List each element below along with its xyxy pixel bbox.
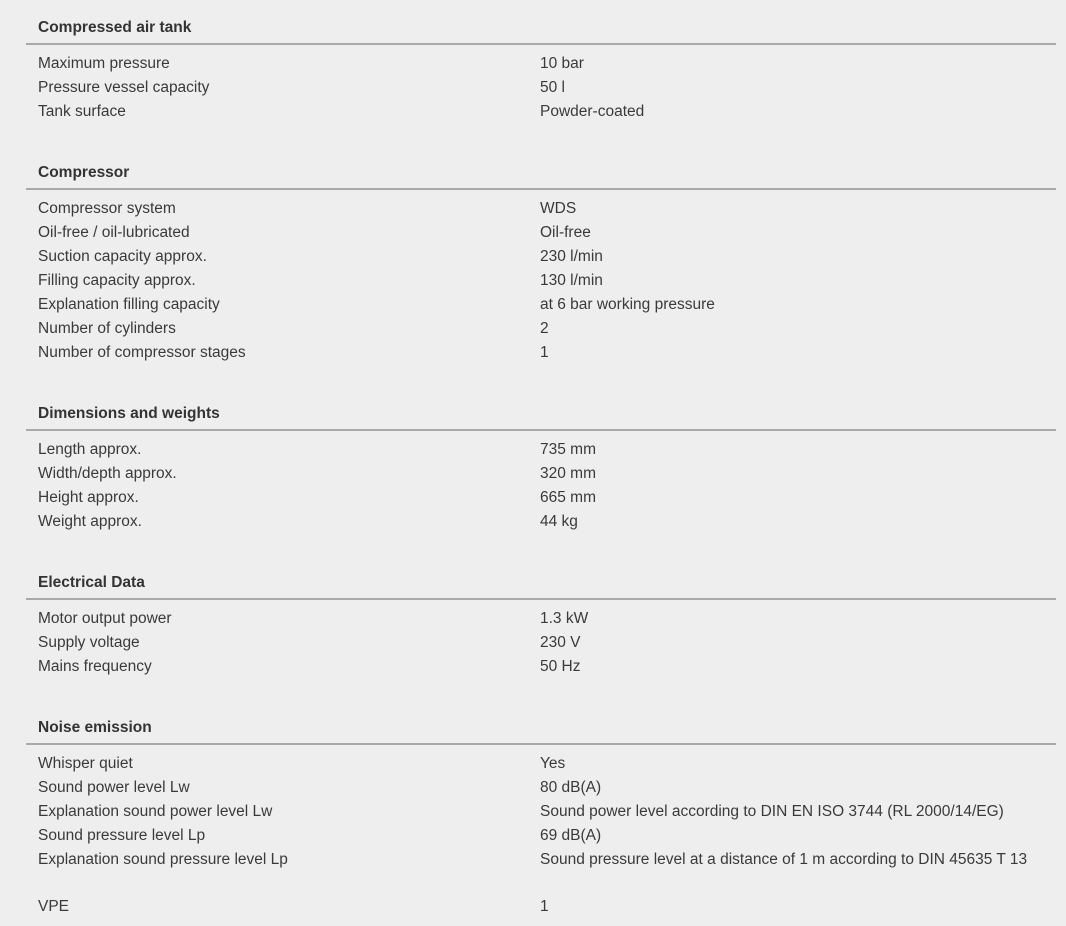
- spec-row: [26, 752, 1056, 776]
- section-compressed-air-tank: [26, 0, 1056, 145]
- spec-value: at 6 bar working pressure: [540, 296, 715, 313]
- spec-label: Height approx.: [38, 489, 139, 506]
- section-title: Compressed air tank: [26, 0, 1056, 45]
- section-dimensions-and-weights: [26, 386, 1056, 555]
- spec-row: [26, 607, 1056, 631]
- spec-row: [26, 824, 1056, 848]
- spec-label: Number of compressor stages: [38, 344, 246, 361]
- spec-row: [26, 800, 1056, 824]
- spec-table: [26, 0, 1056, 919]
- section-electrical-data: [26, 555, 1056, 700]
- spec-value: 1.3 kW: [540, 610, 589, 627]
- spec-label: Sound pressure level Lp: [38, 827, 206, 844]
- spec-value: Sound pressure level at a distance of 1 m according to DIN 45635 T 13: [540, 851, 1028, 868]
- spec-label: Whisper quiet: [38, 755, 133, 772]
- spec-row: [26, 655, 1056, 679]
- spec-label: Length approx.: [38, 441, 142, 458]
- spec-value: Sound power level according to DIN EN ISO 3744 (RL 2000/14/EG): [540, 803, 1004, 820]
- spec-value: Powder-coated: [540, 103, 645, 120]
- spec-row: [26, 341, 1056, 365]
- spec-label: Maximum pressure: [38, 55, 170, 72]
- spec-label: Explanation sound pressure level Lp: [38, 851, 288, 868]
- spec-label: Number of cylinders: [38, 320, 176, 337]
- spec-value: 130 l/min: [540, 272, 603, 289]
- spec-row: [26, 510, 1056, 534]
- spec-value: 2: [540, 320, 549, 337]
- spec-row: [26, 197, 1056, 221]
- spec-label: Compressor system: [38, 200, 176, 217]
- section-title: Compressor: [26, 145, 1056, 190]
- spec-label: Suction capacity approx.: [38, 248, 207, 265]
- spec-row: [26, 438, 1056, 462]
- spec-value: 320 mm: [540, 465, 596, 482]
- spec-value: 69 dB(A): [540, 827, 602, 844]
- spec-row: [26, 776, 1056, 800]
- spec-value: Yes: [540, 755, 566, 772]
- spec-label: Motor output power: [38, 610, 172, 627]
- spec-label: Tank surface: [38, 103, 126, 120]
- spec-value: 230 l/min: [540, 248, 603, 265]
- spec-row: [26, 245, 1056, 269]
- spec-label: Mains frequency: [38, 658, 152, 675]
- spec-value: 50 l: [540, 79, 565, 96]
- spec-row-vpe: [26, 895, 1056, 919]
- spec-label: Sound power level Lw: [38, 779, 190, 796]
- spec-row: [26, 221, 1056, 245]
- spec-row: [26, 52, 1056, 76]
- spec-value: 1: [540, 898, 549, 915]
- section-compressor: [26, 145, 1056, 386]
- spec-row: [26, 269, 1056, 293]
- section-title: Dimensions and weights: [26, 386, 1056, 431]
- section-title: Electrical Data: [26, 555, 1056, 600]
- spec-value: 44 kg: [540, 513, 578, 530]
- spec-value: WDS: [540, 200, 577, 217]
- spec-value: Oil-free: [540, 224, 591, 241]
- spec-row: [26, 631, 1056, 655]
- spec-value: 50 Hz: [540, 658, 581, 675]
- section-title: Noise emission: [26, 700, 1056, 745]
- spec-label: Filling capacity approx.: [38, 272, 196, 289]
- spec-value: 230 V: [540, 634, 581, 651]
- section-noise-emission: [26, 700, 1056, 872]
- spec-row: [26, 76, 1056, 100]
- spec-value: 1: [540, 344, 549, 361]
- spec-label: Pressure vessel capacity: [38, 79, 210, 96]
- spec-row: [26, 293, 1056, 317]
- spec-label: Supply voltage: [38, 634, 140, 651]
- spec-value: 665 mm: [540, 489, 596, 506]
- spec-row: [26, 462, 1056, 486]
- spec-value: 735 mm: [540, 441, 596, 458]
- spec-label: VPE: [38, 898, 70, 915]
- spec-label: Weight approx.: [38, 513, 142, 530]
- spec-row: [26, 486, 1056, 510]
- spec-label: Explanation sound power level Lw: [38, 803, 273, 820]
- spec-value: 80 dB(A): [540, 779, 602, 796]
- spec-row: [26, 848, 1056, 872]
- spec-value: 10 bar: [540, 55, 584, 72]
- spec-row: [26, 100, 1056, 124]
- spec-label: Width/depth approx.: [38, 465, 177, 482]
- spec-label: Explanation filling capacity: [38, 296, 220, 313]
- spec-label: Oil-free / oil-lubricated: [38, 224, 190, 241]
- spec-row: [26, 317, 1056, 341]
